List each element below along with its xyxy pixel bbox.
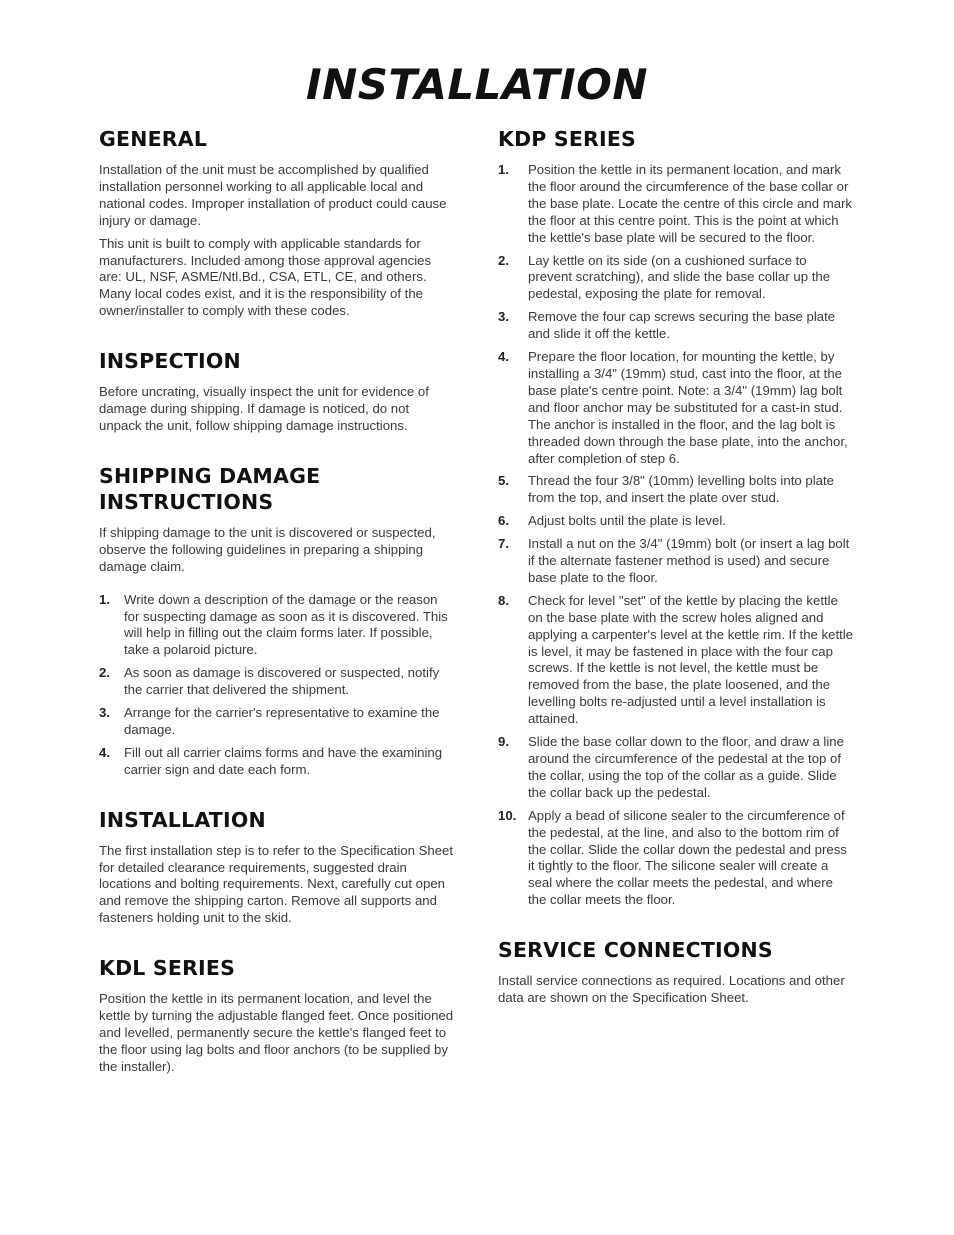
list-item [99, 592, 455, 660]
item-text: Arrange for the carrier's representative to examine the damage. [124, 705, 440, 737]
list-item [498, 513, 854, 530]
list-item [99, 745, 455, 779]
item-number: 5. [498, 473, 509, 489]
item-number: 2. [498, 252, 509, 268]
item-number: 8. [498, 592, 509, 608]
shipping-heading-line-2: INSTRUCTIONS [99, 489, 274, 514]
installation-paragraph: The first installation step is to refer to the Specification Sheet for detailed clearance requirements, suggested drain locations and bolting requirements. Next, carefully cut open and remove the shipping carton. Remove all supports and fasteners holding unit to the skid. [99, 842, 454, 926]
installation-heading: INSTALLATION [99, 807, 266, 832]
item-text: Prepare the floor location, for mounting the kettle, by installing a 3/4" (19mm) stud, cast into the floor, at the base plate's centre point. Note: a 3/4" (19mm) lag bolt and floor anchor may be substituted for a cast-in stud. The anchor is installed in the floor, and the lag bolt is threaded down through the base plate, into the anchor, after completion of step 6. [528, 349, 848, 466]
list-item [498, 162, 854, 247]
right-column [498, 126, 854, 1035]
item-text: Position the kettle in its permanent location, and mark the floor around the circumference of the base collar or the base plate. Locate the centre of this circle and mark the floor at this centre point. This is the point at which the kettle's base plate will be secured to the floor. [528, 162, 853, 245]
item-number: 4. [99, 744, 110, 760]
inspection-paragraph: Before uncrating, visually inspect the unit for evidence of damage during shipping. If damage is noticed, do not unpack the unit, follow shipping damage instructions. [99, 384, 429, 433]
item-text: Write down a description of the damage or the reason for suspecting damage as soon as it is discovered. This will help in filling out the claim forms later. If possible, take a polaroid picture. [124, 591, 448, 658]
general-paragraph-2: This unit is built to comply with applicable standards for manufacturers. Included among those approval agencies are: UL, NSF, ASME/Ntl.Bd., CSA, ETL, CE, and others. Many local codes exist, and it is the responsibility of the owner/installer to comply with these codes. [99, 235, 432, 319]
general-heading: GENERAL [99, 127, 208, 151]
general-paragraph-1: Installation of the unit must be accomplished by qualified installation personnel working to all applicable local and national codes. Improper installation of product could cause injury or damage. [99, 162, 447, 228]
list-item [498, 473, 854, 507]
inspection-heading: INSPECTION [99, 349, 241, 374]
item-text: Adjust bolts until the plate is level. [528, 513, 726, 529]
list-item [498, 734, 854, 802]
item-number: 9. [498, 734, 509, 750]
item-text: Thread the four 3/8" (10mm) levelling bolts into plate from the top, and insert the plate over stud. [528, 473, 834, 506]
item-number: 4. [498, 349, 509, 365]
item-text: As soon as damage is discovered or suspected, notify the carrier that delivered the shipment. [124, 665, 440, 698]
kdl-series-paragraph: Position the kettle in its permanent location, and level the kettle by turning the adjustable flanged feet. Once positioned and levelled, permanently secure the kettle's flanged feet to the floor using lag bolts and floor anchors (to be supplied by the installer). [99, 991, 454, 1074]
list-item [498, 593, 854, 728]
list-item [498, 349, 854, 467]
item-number: 1. [99, 591, 110, 607]
service-connections-section [498, 937, 854, 1007]
list-item [99, 705, 455, 739]
service-connections-paragraph: Install service connections as required. Locations and other data are shown on the Specification Sheet. [498, 973, 845, 1006]
item-number: 10. [498, 807, 517, 823]
shipping-damage-list [99, 592, 455, 779]
shipping-heading-line-1: SHIPPING DAMAGE [99, 463, 321, 488]
list-item [498, 808, 854, 909]
inspection-section [99, 348, 455, 435]
item-text: Slide the base collar down to the floor, and draw a line around the circumference of the pedestal at the top of the collar, using the top of the collar as a guide. Slide the collar back up the pedestal. [528, 734, 844, 800]
kdl-series-heading: KDL SERIES [99, 956, 236, 981]
item-text: Install a nut on the 3/4" (19mm) bolt (or insert a lag bolt if the alternate fastener method is used) and secure base plate to the floor. [528, 536, 850, 585]
kdp-series-heading: KDP SERIES [498, 127, 637, 151]
shipping-damage-heading [99, 463, 455, 515]
item-text: Apply a bead of silicone sealer to the circumference of the pedestal, at the line, and also to the bottom rim of the collar. Slide the collar down the pedestal and press it tightly to the floor. The silicone sealer will create a seal where the collar meets the pedestal, and where the collar meets the floor. [528, 807, 847, 908]
kdl-series-section [99, 955, 455, 1076]
item-text: Check for level "set" of the kettle by placing the kettle on the base plate with the screw holes aligned and applying a carpenter's level at the kettle rim. If the kettle is level, it may be fastened in place with the four cap screws. If the kettle is not level, the kettle must be removed from the base, the plate loosened, and the levelling bolts re-adjusted until a level installation is attained. [528, 592, 854, 727]
item-number: 6. [498, 513, 509, 529]
item-number: 7. [498, 536, 509, 552]
list-item [498, 309, 854, 343]
item-text: Lay kettle on its side (on a cushioned surface to prevent scratching), and slide the base collar up the pedestal, exposing the plate for removal. [528, 252, 831, 302]
item-text: Fill out all carrier claims forms and have the examining carrier sign and date each form. [124, 744, 443, 777]
service-connections-heading: SERVICE CONNECTIONS [498, 938, 773, 963]
list-item [99, 665, 455, 699]
kdp-series-list [498, 162, 854, 909]
item-number: 3. [498, 309, 509, 325]
general-section [99, 126, 455, 320]
item-number: 3. [99, 705, 110, 721]
kdp-series-section [498, 126, 854, 909]
list-item [498, 536, 854, 587]
page-title: INSTALLATION [305, 60, 649, 109]
shipping-damage-paragraph: If shipping damage to the unit is discovered or suspected, observe the following guidelines in preparing a shipping damage claim. [99, 524, 436, 574]
list-item [498, 253, 854, 304]
item-text: Remove the four cap screws securing the base plate and slide it off the kettle. [528, 309, 836, 342]
left-column [99, 126, 455, 1104]
shipping-damage-section [99, 463, 455, 779]
installation-section [99, 807, 455, 928]
item-number: 2. [99, 665, 110, 681]
item-number: 1. [498, 162, 509, 177]
